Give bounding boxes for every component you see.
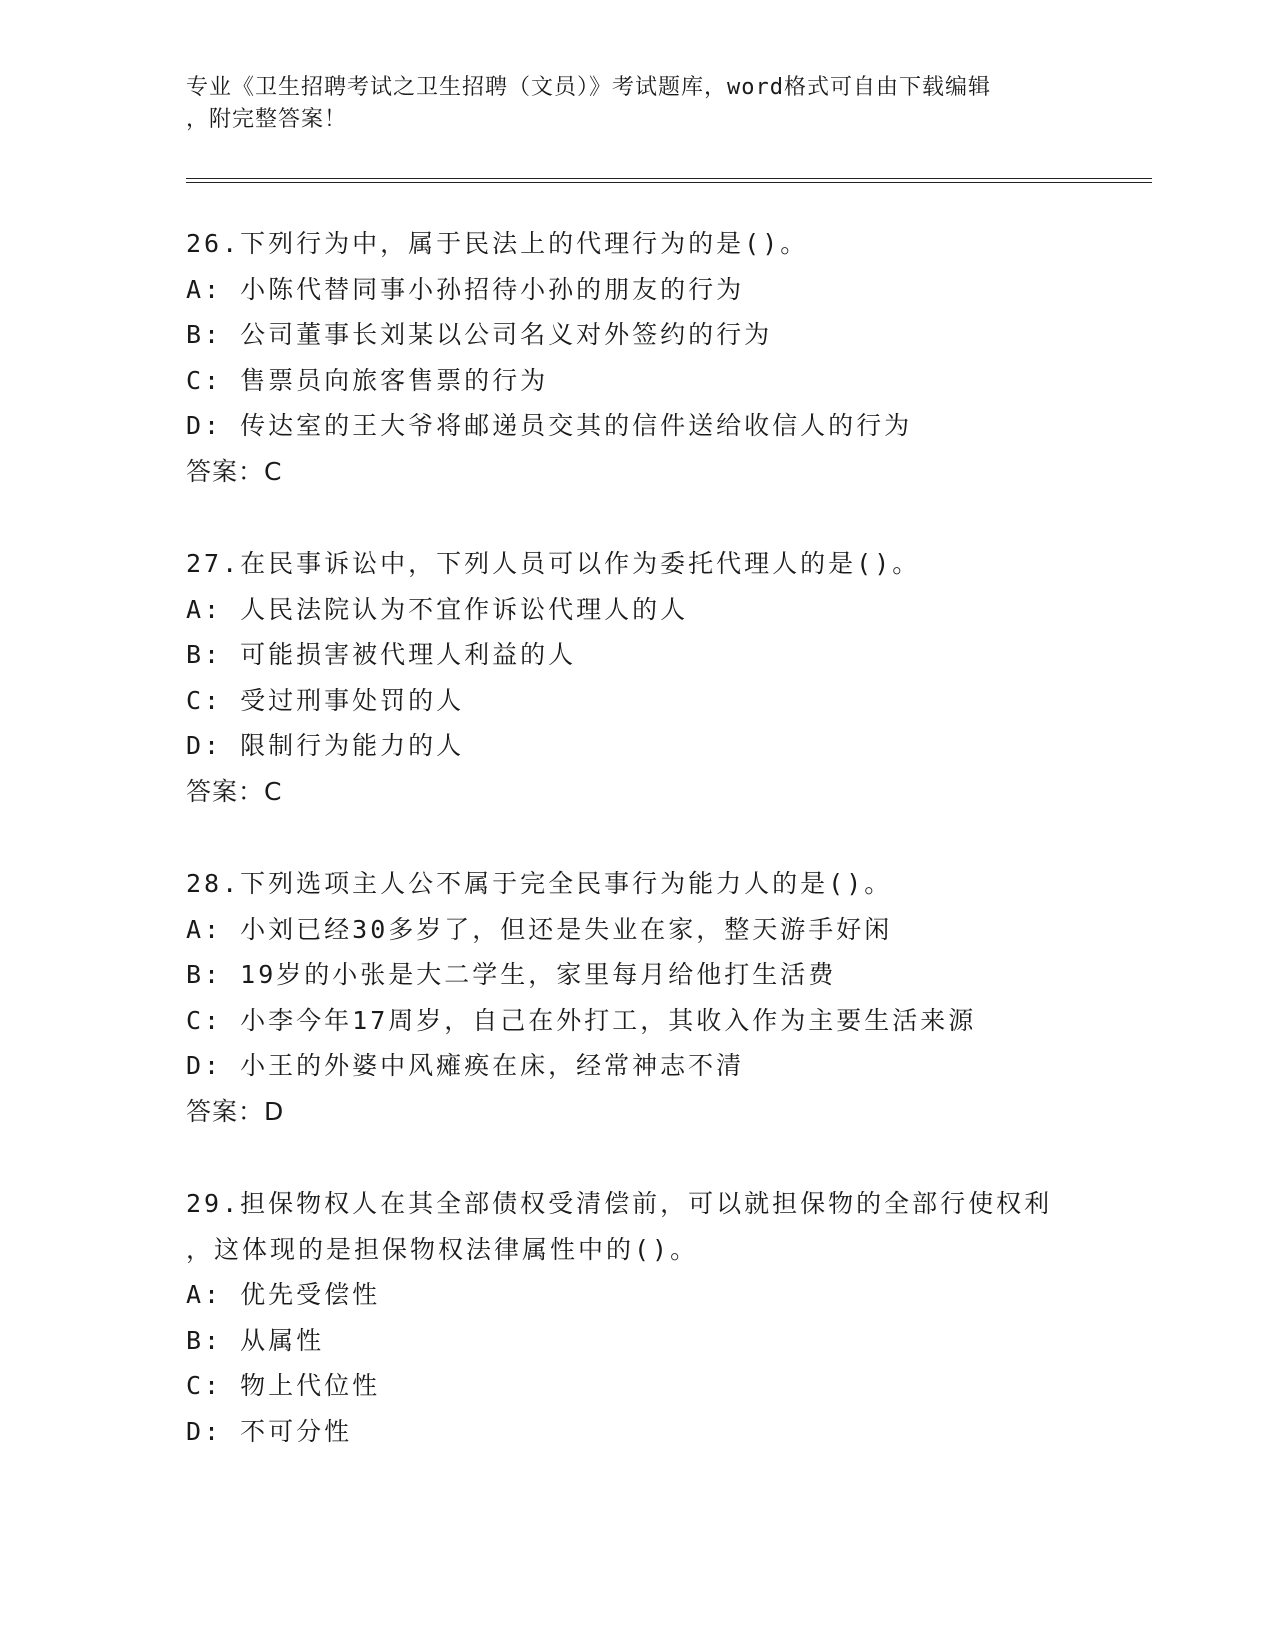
question-stem: 28.下列选项主人公不属于完全民事行为能力人的是()。 — [186, 869, 893, 898]
option-d: D: 传达室的王大爷将邮递员交其的信件送给收信人的行为 — [186, 411, 913, 440]
question-stem-continued: ，这体现的是担保物权法律属性中的()。 — [186, 1234, 699, 1264]
option-a: A: 小刘已经30多岁了，但还是失业在家，整天游手好闲 — [186, 914, 893, 944]
option-d: D: 不可分性 — [186, 1416, 353, 1446]
option-c: C: 小李今年17周岁，自己在外打工，其收入作为主要生活来源 — [186, 1005, 977, 1035]
option-c: C: 受过刑事处罚的人 — [186, 685, 465, 715]
option-b: B: 可能损害被代理人利益的人 — [186, 640, 577, 669]
question-29 — [186, 1181, 1146, 1454]
question-stem: 27.在民事诉讼中，下列人员可以作为委托代理人的是()。 — [186, 549, 921, 578]
answer: 答案：C — [186, 456, 283, 486]
answer: 答案：C — [186, 776, 283, 806]
question-stem: 26.下列行为中，属于民法上的代理行为的是()。 — [186, 229, 809, 258]
question-26 — [186, 221, 1146, 494]
option-a: A: 人民法院认为不宜作诉讼代理人的人 — [186, 594, 689, 624]
question-27 — [186, 541, 1146, 814]
header-divider — [186, 178, 1152, 183]
question-stem: 29.担保物权人在其全部债权受清偿前，可以就担保物的全部行使权利 — [186, 1189, 1053, 1218]
option-d: D: 小王的外婆中风瘫痪在床，经常神志不清 — [186, 1051, 745, 1080]
option-a: A: 优先受偿性 — [186, 1280, 381, 1309]
answer: 答案：D — [186, 1096, 285, 1126]
option-b: B: 从属性 — [186, 1325, 325, 1355]
option-b: B: 19岁的小张是大二学生，家里每月给他打生活费 — [186, 960, 837, 989]
option-c: C: 售票员向旅客售票的行为 — [186, 365, 549, 395]
option-b: B: 公司董事长刘某以公司名义对外签约的行为 — [186, 320, 773, 349]
question-28 — [186, 861, 1146, 1134]
option-d: D: 限制行为能力的人 — [186, 731, 465, 760]
option-a: A: 小陈代替同事小孙招待小孙的朋友的行为 — [186, 274, 745, 304]
option-c: C: 物上代位性 — [186, 1371, 381, 1400]
document-header: 专业《卫生招聘考试之卫生招聘（文员）》考试题库，word格式可自由下载编辑 ，附完整答案！ — [186, 75, 991, 132]
